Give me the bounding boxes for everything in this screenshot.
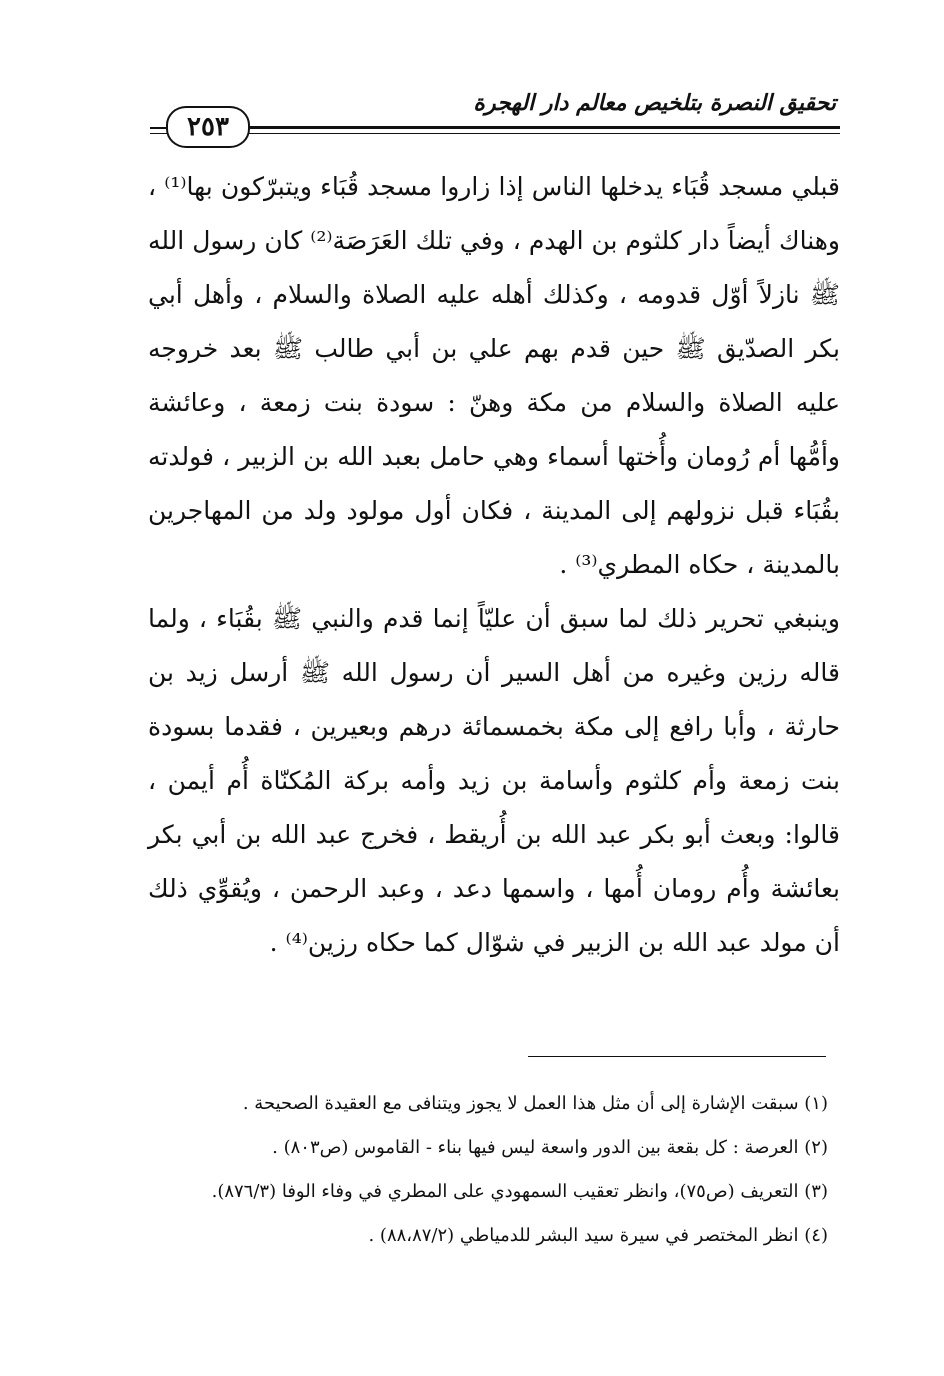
footnote-1: (١) سبقت الإشارة إلى أن مثل هذا العمل لا يجوز ويتنافى مع العقيدة الصحيحة . [242,1093,828,1114]
header-rule-left-thin [150,133,168,134]
running-title: تحقيق النصرة بتلخيص معالم دار الهجرة [473,90,836,116]
page-header [150,90,840,150]
header-rule-thin [246,133,840,134]
footnote-3: (٣) التعريف (ص٧٥)، وانظر تعقيب السمهودي على المطري في وفاء الوفا (٨٧٦/٣). [211,1181,828,1202]
footnotes [120,1082,828,1258]
paragraph-2: وينبغي تحرير ذلك لما سبق أن عليّاً إنما قدم والنبي ﷺ بقُبَاء ، ولما قاله رزين وغيره من أهل السير أن رسول الله ﷺ أرسل زيد بن حارثة ، وأبا رافع إلى مكة بخمسمائة درهم وبعيرين ، فقدما بسودة بنت زمعة وأم كلثوم وأسامة بن زيد وأمه بركة المُكنّاة أُم أيمن ، قالوا: وبعث أبو بكر عبد الله بن أُريقط ، فخرج عبد الله بن أبي بكر بعائشة وأُم رومان أُمها ، واسمها دعد ، وعبد الرحمن ، ويُقوِّي ذلك أن مولد عبد الله بن الزبير في شوّال كما حكاه رزين⁽⁴⁾ . [148,604,840,957]
paragraph-1: قبلي مسجد قُبَاء يدخلها الناس إذا زاروا مسجد قُبَاء ويتبرّكون بها⁽¹⁾ ، وهناك أيضاً دار كلثوم بن الهدم ، وفي تلك العَرَصَة⁽²⁾ كان رسول الله ﷺ نازلاً أوّل قدومه ، وكذلك أهله عليه الصلاة والسلام ، وأهل أبي بكر الصدّيق ﷺ حين قدم بهم علي بن أبي طالب ﷺ بعد خروجه عليه الصلاة والسلام من مكة وهنّ : سودة بنت زمعة ، وعائشة وأمُّها أم رُومان وأُختها أسماء وهي حامل بعبد الله بن الزبير ، فولدته بقُبَاء قبل نزولهم إلى المدينة ، فكان أول مولود ولد من المهاجرين بالمدينة ، حكاه المطري⁽³⁾ . [148,172,841,579]
header-rule-thick [246,126,840,129]
footnote-4: (٤) انظر المختصر في سيرة سيد البشر للدمياطي (٨٨،٨٧/٢) . [368,1225,828,1246]
footnote-divider [528,1056,826,1057]
footnote-2: (٢) العرصة : كل بقعة بين الدور واسعة ليس فيها بناء - القاموس (ص٨٠٣) . [272,1137,828,1158]
page-number-badge: ٢٥٣ [166,106,250,148]
main-text [148,160,840,970]
